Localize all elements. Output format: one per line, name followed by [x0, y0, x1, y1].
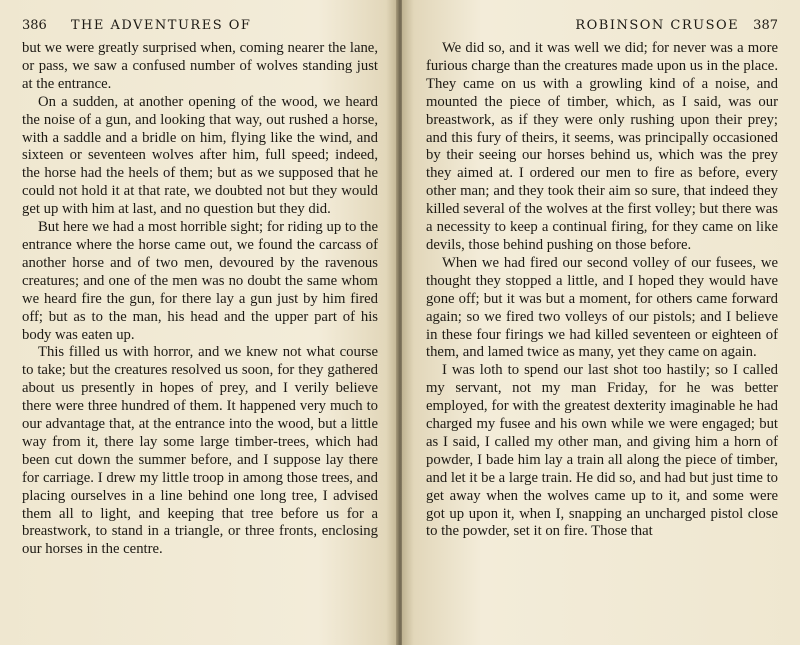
paragraph: I was loth to spend our last shot too hastily; so I called my servant, not my man Friday, for he was better employed, for with the greatest dexterity imaginable he had charged my fusee and his own while we were engaged; but as I said, I called my other man, and giving him a horn of powder, I bade him lay a train all along the piece of timber, and let it be a large train. He did so, and had but just time to get away when the wolves came up to it, and some were got up upon it, when I, snapping an uncharged pistol close to the powder, set it on fire. Those that — [426, 362, 778, 540]
paragraph: We did so, and it was well we did; for never was a more furious charge than the creatures made upon us in the place. They came on us with a growling kind of a noise, and mounted the piece of timber, which, as I said, was our breastwork, as if they were only rushing upon their prey; and this fury of theirs, it seems, was principally occasioned by their seeing our horses behind us, which was the prey they aimed at. I ordered our men to fire as before, every other man; and they took their aim so sure, that indeed they killed several of the wolves at the first volley; but there was a necessity to keep a continual firing, for they came on like devils, those behind pushing on those before. — [426, 40, 778, 253]
left-page-text — [22, 40, 378, 559]
paragraph: But here we had a most horrible sight; for riding up to the entrance where the horse came out, we found the carcass of another horse and of two men, devoured by the ravenous creatures; and one of the men was no doubt the same whom we heard fire the gun, for there lay a gun just by him fired off; but as to the man, his head and the upper part of his body was eaten up. — [22, 219, 378, 343]
paragraph: When we had fired our second volley of our fusees, we thought they stopped a little, and I hoped they would have gone off; but it was but a moment, for others came forward again; so we fired two volleys of our pistols; and I believe in these four firings we had killed seventeen or eighteen of them, and lamed twice as many, yet they came on again. — [426, 254, 778, 361]
page-number: 387 — [753, 18, 778, 33]
paragraph: This filled us with horror, and we knew not what course to take; but the creatures resolved us soon, for they gathered about us presently in hopes of prey, and I verily believe there were three hundred of them. It happened very much to our advantage that, at the entrance into the wood, but a little way from it, there lay some large timber-trees, which had been cut down the summer before, and I suppose lay there for carriage. I drew my little troop in among those trees, and placing ourselves in a line behind one long tree, I advised them all to light, and keeping that tree before us for a breastwork, to stand in a triangle, or three fronts, enclosing our horses in the centre. — [22, 344, 378, 558]
running-head: THE ADVENTURES OF — [70, 18, 252, 33]
paragraph: but we were greatly surprised when, coming nearer the lane, or pass, we saw a confused number of wolves standing just at the entrance. — [22, 40, 378, 92]
running-head: ROBINSON CRUSOE — [575, 18, 740, 33]
page-number: 386 — [22, 18, 47, 33]
paragraph: On a sudden, at another opening of the wood, we heard the noise of a gun, and looking that way, out rushed a horse, with a saddle and a bridle on him, flying like the wind, and sixteen or seventeen wolves after him, full speed; indeed, the horse had the heels of them; but as we supposed that he could not hold it at that rate, we doubted not but they would get up with him at last, and no question but they did. — [22, 93, 378, 218]
left-page-header — [22, 18, 378, 40]
right-page-header — [426, 18, 778, 40]
left-page — [0, 0, 398, 645]
right-page-text — [426, 40, 778, 541]
right-page — [402, 0, 800, 645]
